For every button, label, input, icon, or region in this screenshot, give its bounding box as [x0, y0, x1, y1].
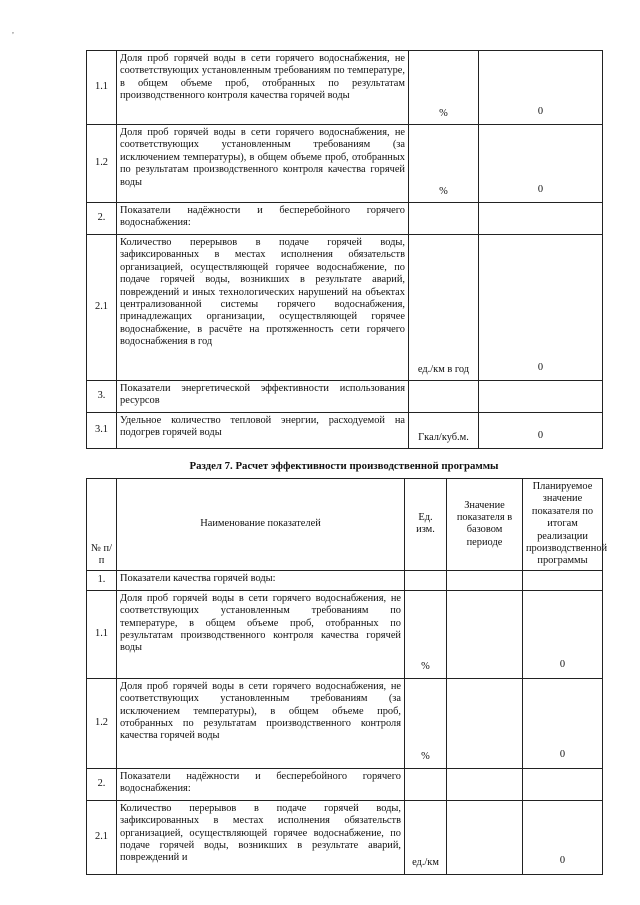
- row-number: 1.: [87, 570, 117, 590]
- row-number: 3.1: [87, 413, 117, 449]
- efficiency-table: [86, 478, 608, 875]
- indicator-name: Удельное количество тепловой энергии, расходуемой на подогрев горячей воды: [117, 413, 409, 449]
- row-number: 1.1: [87, 590, 117, 678]
- unit-cell: ед./км: [405, 800, 447, 874]
- value-cell: [479, 203, 603, 235]
- table-row: [87, 51, 603, 125]
- value-cell: 0: [479, 51, 603, 125]
- section-heading: Показатели надёжности и бесперебойного горячего водоснабжения:: [117, 768, 405, 800]
- indicator-name: Количество перерывов в подаче горячей воды, зафиксированных в местах исполнения обязательств организацией, осуществляющей горячее водоснабжение, по подаче горячей воды, возникших в результате аварий, повреждений и: [117, 800, 405, 874]
- unit-cell: Гкал/куб.м.: [409, 413, 479, 449]
- planned-value-cell: 0: [523, 590, 603, 678]
- base-value-cell: [447, 590, 523, 678]
- table-header-row: [87, 479, 603, 571]
- row-number: 2.1: [87, 235, 117, 381]
- indicator-name: Доля проб горячей воды в сети горячего водоснабжения, не соответствующих установленным требованиям по температуре, в общем объеме проб, отобранных по результатам производственного контроля качества горячей воды: [117, 51, 409, 125]
- unit-cell: [405, 768, 447, 800]
- row-number: 1.1: [87, 51, 117, 125]
- value-cell: [479, 381, 603, 413]
- header-base-value: Значение показателя в базовом периоде: [447, 479, 523, 571]
- row-number: 2.: [87, 203, 117, 235]
- row-number: 3.: [87, 381, 117, 413]
- indicator-name: Количество перерывов в подаче горячей воды, зафиксированных в местах исполнения обязательств организацией, осуществляющей горячее водоснабжение, по подаче горячей воды, возникших в результате аварий, повреждений и иных технологических нарушений на объектах централизованной системы горячего водоснабжения, принадлежащих организации, осуществляющей горячее водоснабжение, в расчёте на протяженность сети горячего водоснабжения в год: [117, 235, 409, 381]
- header-unit: Ед. изм.: [405, 479, 447, 571]
- unit-cell: %: [405, 678, 447, 768]
- indicator-name: Доля проб горячей воды в сети горячего водоснабжения, не соответствующих установленным требованиям (за исключением температуры), в общем объеме проб, отобранных по результатам производственного контроля качества горячей воды: [117, 125, 409, 203]
- section-heading: Показатели надёжности и бесперебойного горячего водоснабжения:: [117, 203, 409, 235]
- section-heading: Показатели энергетической эффективности использования ресурсов: [117, 381, 409, 413]
- unit-cell: %: [409, 51, 479, 125]
- header-name: Наименование показателей: [117, 479, 405, 571]
- table-row: [87, 125, 603, 203]
- indicators-table-continued: [86, 50, 603, 449]
- table-row: [87, 570, 603, 590]
- scan-mark: ,: [12, 26, 14, 35]
- unit-cell: %: [405, 590, 447, 678]
- table-row: [87, 381, 603, 413]
- base-value-cell: [447, 768, 523, 800]
- value-cell: 0: [479, 235, 603, 381]
- table-row: [87, 800, 603, 874]
- unit-cell: [409, 381, 479, 413]
- base-value-cell: [447, 678, 523, 768]
- indicator-name: Доля проб горячей воды в сети горячего водоснабжения, не соответствующих установленным требованиям по температуре, в общем объеме проб, отобранных по результатам производственного контроля качества горячей воды: [117, 590, 405, 678]
- table-row: [87, 590, 603, 678]
- header-planned-value: Планируемое значение показателя по итогам реализации производственной программы: [523, 479, 603, 571]
- row-number: 2.1: [87, 800, 117, 874]
- table-row: [87, 235, 603, 381]
- section-heading: Показатели качества горячей воды:: [117, 570, 405, 590]
- unit-cell: ед./км в год: [409, 235, 479, 381]
- table-row: [87, 413, 603, 449]
- planned-value-cell: 0: [523, 800, 603, 874]
- unit-cell: %: [409, 125, 479, 203]
- header-number: № п/п: [87, 479, 117, 571]
- value-cell: 0: [479, 125, 603, 203]
- table-row: [87, 203, 603, 235]
- planned-value-cell: [523, 570, 603, 590]
- indicator-name: Доля проб горячей воды в сети горячего водоснабжения, не соответствующих установленным требованиям (за исключением температуры), в общем объеме проб, отобранных по результатам производственного контроля качества горячей воды: [117, 678, 405, 768]
- planned-value-cell: 0: [523, 678, 603, 768]
- unit-cell: [409, 203, 479, 235]
- table-row: [87, 678, 603, 768]
- row-number: 1.2: [87, 125, 117, 203]
- row-number: 1.2: [87, 678, 117, 768]
- base-value-cell: [447, 800, 523, 874]
- planned-value-cell: [523, 768, 603, 800]
- row-number: 2.: [87, 768, 117, 800]
- section-title: Раздел 7. Расчет эффективности производственной программы: [189, 460, 499, 472]
- value-cell: 0: [479, 413, 603, 449]
- base-value-cell: [447, 570, 523, 590]
- unit-cell: [405, 570, 447, 590]
- table-row: [87, 768, 603, 800]
